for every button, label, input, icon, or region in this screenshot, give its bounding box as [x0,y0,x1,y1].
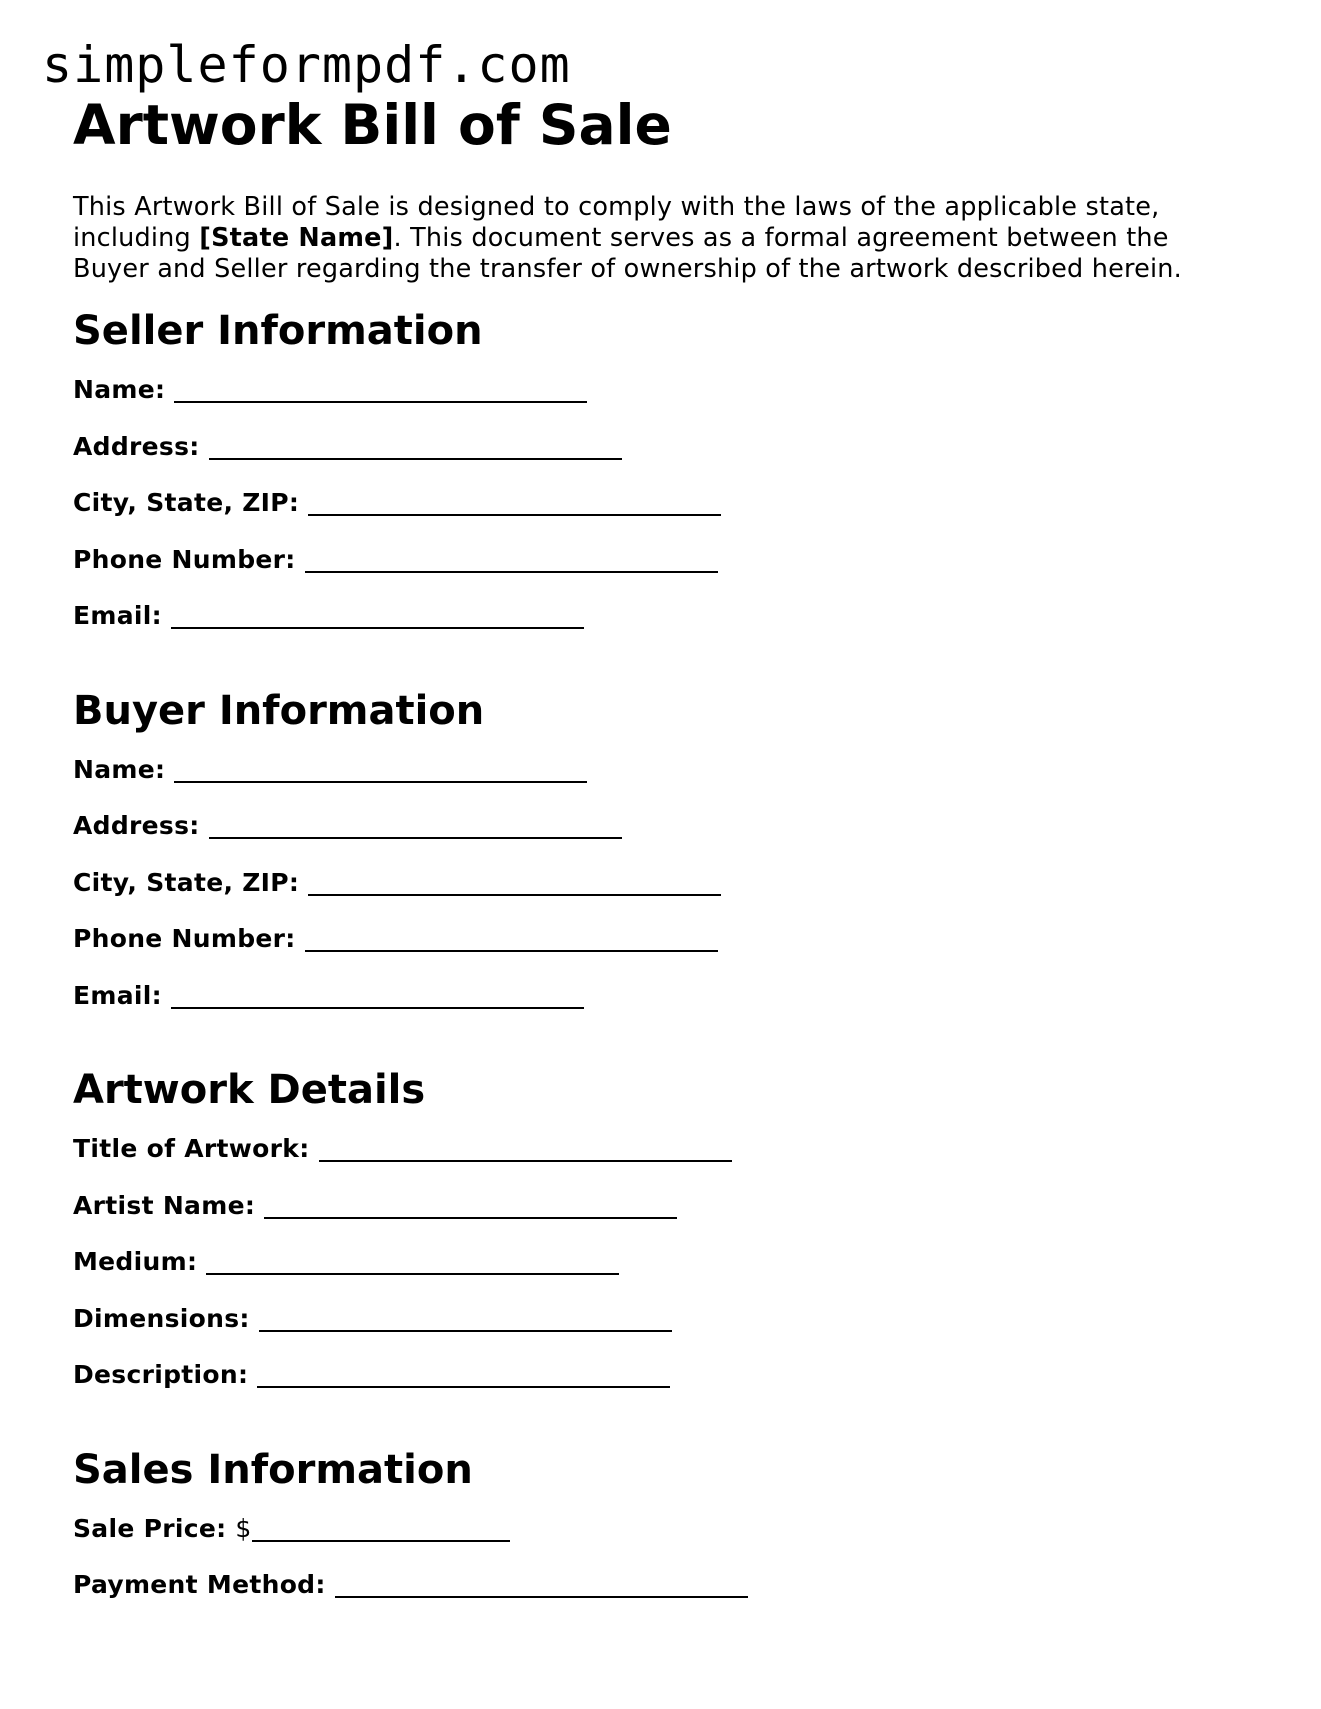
fill-line[interactable] [174,755,587,783]
fill-line[interactable] [174,375,587,403]
seller-name-field[interactable] [73,373,1223,430]
field-label: Name: [73,375,166,404]
field-label: Dimensions: [73,1303,250,1333]
page-title: Artwork Bill of Sale [73,93,672,157]
field-label: Phone Number: [73,544,296,574]
field-label: City, State, ZIP: [73,867,300,897]
field-label: Email: [73,980,162,1010]
field-label: Artist Name: [73,1190,256,1220]
seller-phone-field[interactable] [73,543,1223,600]
intro-paragraph [73,192,1223,285]
buyer-city-state-zip-field[interactable] [73,866,1223,923]
field-label: Sale Price: [73,1513,227,1543]
payment-method-field[interactable] [73,1568,1223,1625]
fill-line[interactable] [209,811,622,839]
fill-line[interactable] [259,1304,672,1332]
medium-field[interactable] [73,1245,1223,1302]
description-field[interactable] [73,1358,1223,1415]
field-label: Description: [73,1360,249,1389]
seller-section [73,307,1223,656]
field-label: Name: [73,754,166,784]
document [73,92,1223,1625]
state-name-placeholder: [State Name] [199,223,394,253]
fill-line[interactable] [252,1514,510,1542]
intro-text-end: . This document serves as a formal agreement between the Buyer and Seller regarding the transfer of ownership of the artwork described herein. [73,223,1182,284]
buyer-name-field[interactable] [73,753,1223,810]
field-label: Address: [73,811,200,840]
sale-price-field[interactable] [73,1512,1223,1569]
seller-email-field[interactable] [73,599,1223,656]
fill-line[interactable] [257,1360,670,1388]
intro-text-start: This Artwork Bill of Sale is designed to comply with the laws of the applicable state, including [73,192,1160,253]
artwork-heading: Artwork Details [73,1067,426,1113]
artwork-title-field[interactable] [73,1132,1223,1189]
buyer-section [73,687,1223,1036]
sales-heading: Sales Information [73,1446,473,1493]
seller-heading: Seller Information [73,308,483,354]
fill-line[interactable] [206,1247,619,1275]
artist-name-field[interactable] [73,1189,1223,1246]
buyer-heading: Buyer Information [73,687,485,734]
buyer-address-field[interactable] [73,809,1223,866]
fill-line[interactable] [308,868,721,896]
fill-line[interactable] [171,981,584,1009]
buyer-phone-field[interactable] [73,922,1223,979]
fill-line[interactable] [171,601,584,629]
field-label: Phone Number: [73,924,296,953]
seller-city-state-zip-field[interactable] [73,486,1223,543]
field-label: Medium: [73,1247,198,1276]
artwork-section [73,1066,1223,1415]
dimensions-field[interactable] [73,1302,1223,1359]
fill-line[interactable] [305,924,718,952]
fill-line[interactable] [264,1191,677,1219]
field-label: Title of Artwork: [73,1134,310,1163]
field-label: City, State, ZIP: [73,488,300,517]
currency-symbol: $ [235,1513,252,1543]
watermark-logo: simpleformpdf.com [42,36,571,94]
seller-address-field[interactable] [73,430,1223,487]
fill-line[interactable] [209,432,622,460]
fill-line[interactable] [335,1570,748,1598]
sales-section [73,1446,1223,1625]
buyer-email-field[interactable] [73,979,1223,1036]
fill-line[interactable] [308,488,721,516]
field-label: Email: [73,601,162,630]
field-label: Payment Method: [73,1570,326,1599]
fill-line[interactable] [305,545,718,573]
field-label: Address: [73,431,200,461]
fill-line[interactable] [319,1134,732,1162]
